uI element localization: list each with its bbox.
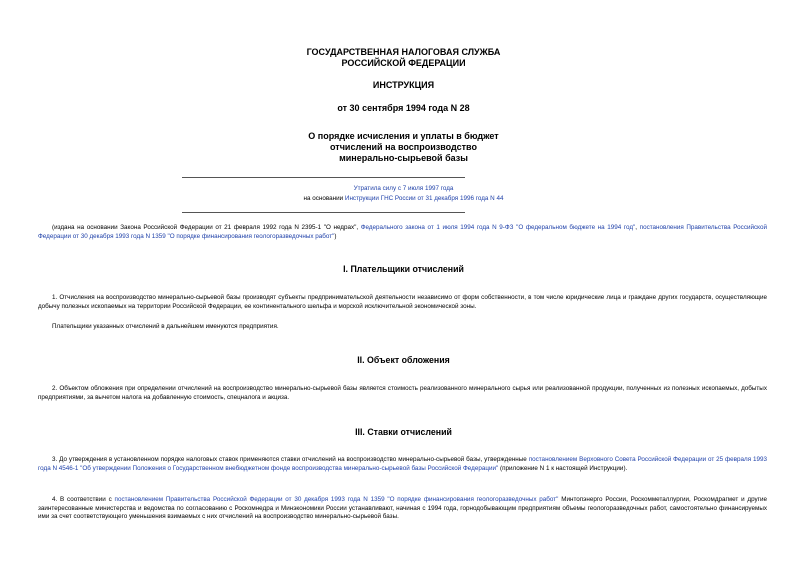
supreme-council-decree-link[interactable]: постановлением Верховного Совета Российской Федерации от 25 февраля 1993 года N 4546-1 "Об утверждении Положения о Государственном внебюджетном фонде воспроизводства минерально-сырьевой базы Российской Федерации" xyxy=(38,456,767,472)
section-1-paragraph-1: 1. Отчисления на воспроизводство минерально-сырьевой базы производят субъекты предпринимательской деятельности независимо от форм собственности, в том числе юридические лица и граждане других государств, осуществляющие добычу полезных ископаемых на территории Российской Федерации, ее континентального шельфа и морской исключительной экономической зоны. xyxy=(38,294,767,310)
divider-bottom xyxy=(182,212,465,213)
section-2-paragraph-1: 2. Объектом обложения при определении отчислений на воспроизводство минерально-сырьевой базы является стоимость реализованного минерального сырья или реализованной продукции, полученных из полезных ископаемых, добытых предприятиями, за вычетом налога на добавленную стоимость, спецналога и акциза. xyxy=(38,385,767,401)
s3-p2-suffix: Минтопэнерго России, Роскомметаллургии, Роскомдрагмет и другие заинтересованные министерства и ведомства по согласованию с Роскомнедра и Минэкономики России устанавливают, начиная с 1994 года, горнодобывающим предприятиям объемы геологоразведочных работ, самостоятельно финансируемых ими за счет соответствующего уменьшения взимаемых с них отчислений на воспроизводство минерально-сырьевой базы. xyxy=(38,496,767,521)
federal-law-link[interactable]: Федерального закона от 1 июля 1994 года N 9-ФЗ "О федеральном бюджете на 1994 год" xyxy=(360,224,636,231)
status-line2-prefix: на основании xyxy=(303,195,345,202)
agency-name-line2: РОССИЙСКОЙ ФЕДЕРАЦИИ xyxy=(341,58,466,68)
status-note-line1 xyxy=(0,185,807,194)
agency-name-line1: ГОСУДАРСТВЕННАЯ НАЛОГОВАЯ СЛУЖБА xyxy=(306,47,501,57)
s3-p1-suffix: (приложение N 1 к настоящей Инструкции). xyxy=(498,464,628,472)
issued-basis-paragraph xyxy=(38,224,767,241)
document-date: от 30 сентября 1994 года N 28 xyxy=(337,103,470,113)
document-title-line3: минерально-сырьевой базы xyxy=(339,153,468,163)
issued-mid: , xyxy=(635,224,640,231)
s3-p1-prefix: 3. До утверждения в установленном порядке налоговых ставок применяются ставки отчислений на воспроизводство минерально-сырьевой базы, утвержденные xyxy=(52,456,529,463)
section-1-paragraph-2: Плательщики указанных отчислений в дальнейшем именуются предприятия. xyxy=(52,323,279,330)
section-1-title: I. Плательщики отчислений xyxy=(343,264,464,274)
s3-p2-prefix: 4. В соответствии с xyxy=(52,496,115,503)
divider-top xyxy=(182,177,465,178)
financing-decree-link[interactable]: постановлением Правительства Российской Федерации от 30 декабря 1993 года N 1359 "О порядке финансирования геологоразведочных работ" xyxy=(114,496,559,503)
document-type: ИНСТРУКЦИЯ xyxy=(372,80,435,90)
status-line2-link[interactable]: Инструкции ГНС России от 31 декабря 1996 года N 44 xyxy=(344,195,504,202)
issued-prefix: (издана на основании Закона Российской Федерации от 21 февраля 1992 года N 2395-1 "О недрах", xyxy=(52,224,361,231)
document-title-line1: О порядке исчисления и уплаты в бюджет xyxy=(308,131,499,141)
section-2-title: II. Объект обложения xyxy=(357,355,450,365)
section-3-paragraph-1 xyxy=(38,456,767,473)
section-3-paragraph-2 xyxy=(38,496,767,522)
issued-suffix: ) xyxy=(334,232,337,240)
government-decree-link[interactable]: постановления Правительства Российской Федерации от 30 декабря 1993 года N 1359 "О порядке финансирования геологоразведочных работ" xyxy=(38,224,767,240)
status-line1-link[interactable]: Утратила силу с 7 июля 1997 года xyxy=(353,185,454,192)
document-title-line2: отчислений на воспроизводство xyxy=(330,142,477,152)
section-3-title: III. Ставки отчислений xyxy=(355,427,452,437)
status-note-line2 xyxy=(0,195,807,204)
